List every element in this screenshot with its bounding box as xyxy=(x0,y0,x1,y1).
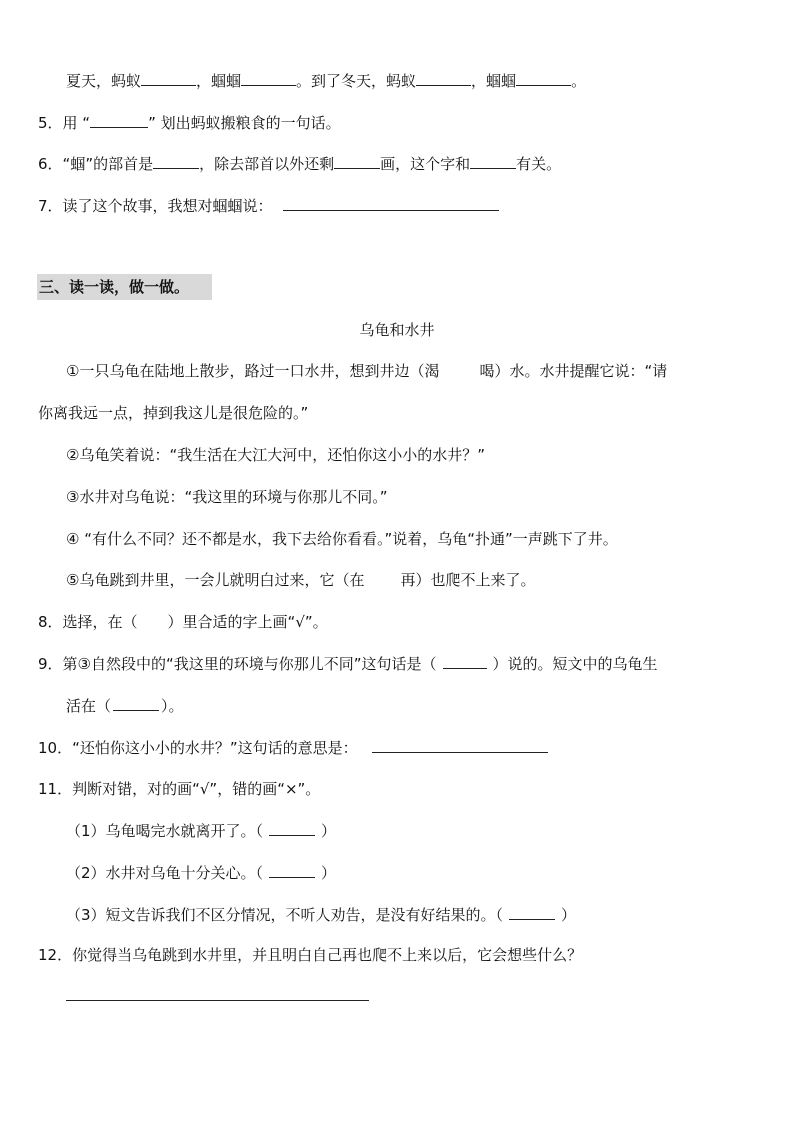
q11-item-1-blank[interactable] xyxy=(269,820,315,836)
question-5 xyxy=(38,112,341,133)
question-12: 12．你觉得当乌龟跳到水井里，并且明白自己再也爬不上来以后，它会想些什么？ xyxy=(38,946,583,964)
q10-text: 10．“还怕你这小小的水井？”这句话的意思是： xyxy=(38,739,358,757)
q7-text: 7．读了这个故事，我想对蝈蝈说： xyxy=(38,197,273,215)
q6-text-2: ，除去部首以外还剩 xyxy=(199,155,335,173)
q9-text-1: 9．第③自然段中的“我这里的环境与你那儿不同”这句话是（ xyxy=(38,655,437,673)
q6-blank-3[interactable] xyxy=(470,153,516,169)
q11-item-3-close: ） xyxy=(561,906,577,924)
question-8: 8．选择，在（ ）里合适的字上画“√”。 xyxy=(38,613,328,631)
para1-text-a: ①一只乌龟在陆地上散步，路过一口水井，想到井边（渴 xyxy=(66,362,440,380)
q4-blank-4[interactable] xyxy=(516,70,571,86)
q9-text-2: ）说的。短文中的乌龟生 xyxy=(492,655,658,673)
q4-blank-2[interactable] xyxy=(241,70,296,86)
q9-text-3: 活在（ xyxy=(66,697,112,715)
q12-answer-line[interactable] xyxy=(66,1000,369,1001)
story-para-1 xyxy=(66,361,667,381)
q11-item-2 xyxy=(66,862,336,883)
q4-text-4: ，蝈蝈 xyxy=(471,72,517,90)
q11-item-1-label: （1）乌龟喝完水就离开了。（ xyxy=(66,822,264,840)
question-9 xyxy=(38,653,658,674)
q11-item-1 xyxy=(66,820,336,841)
q5-text-2: ” 划出蚂蚁搬粮食的一句话。 xyxy=(148,114,341,132)
story-para-1-cont: 你离我远一点，掉到我这儿是很危险的。” xyxy=(38,404,309,422)
q4-text-1: 夏天，蚂蚁 xyxy=(66,72,142,90)
q4-answer-line xyxy=(66,70,586,91)
q11-item-2-label: （2）水井对乌龟十分关心。（ xyxy=(66,864,264,882)
story-para-3: ③水井对乌龟说：“我这里的环境与你那儿不同。” xyxy=(66,488,388,506)
q4-blank-1[interactable] xyxy=(141,70,196,86)
section-3-heading: 三、读一读，做一做。 xyxy=(37,274,212,300)
para5-text-a: ⑤乌龟跳到井里，一会儿就明白过来，它（在 xyxy=(66,571,365,589)
para1-text-b: 喝）水。水井提醒它说：“请 xyxy=(479,362,668,380)
q5-text-1: 5．用 “ xyxy=(38,114,91,132)
question-10 xyxy=(38,737,548,758)
q10-blank[interactable] xyxy=(372,737,548,753)
para5-text-b: 再）也爬不上来了。 xyxy=(400,571,536,589)
question-6 xyxy=(38,153,561,174)
q6-text-1: 6．“蝈”的部首是 xyxy=(38,155,154,173)
q4-text-3: 。到了冬天，蚂蚁 xyxy=(296,72,417,90)
q11-item-3 xyxy=(66,904,576,925)
q6-blank-2[interactable] xyxy=(334,153,380,169)
q9-text-4: ）。 xyxy=(161,697,184,715)
q9-blank-2[interactable] xyxy=(113,695,159,711)
q5-blank[interactable] xyxy=(90,112,148,128)
q6-text-3: 画，这个字和 xyxy=(380,155,471,173)
story-para-4: ④ “有什么不同？还不都是水，我下去给你看看。”说着，乌龟“扑通”一声跳下了井。 xyxy=(66,530,618,548)
q6-blank-1[interactable] xyxy=(153,153,199,169)
question-9-cont xyxy=(66,695,184,716)
story-para-2: ②乌龟笑着说：“我生活在大江大河中，还怕你这小小的水井？” xyxy=(66,446,485,464)
story-para-5 xyxy=(66,570,535,590)
q6-text-4: 有关。 xyxy=(516,155,562,173)
q4-text-2: ，蝈蝈 xyxy=(196,72,242,90)
q11-item-1-close: ） xyxy=(321,822,337,840)
q11-item-2-close: ） xyxy=(321,864,337,882)
question-7 xyxy=(38,195,499,216)
question-11: 11．判断对错，对的画“√”，错的画“×”。 xyxy=(38,780,321,798)
q4-text-5: 。 xyxy=(571,72,587,90)
q4-blank-3[interactable] xyxy=(416,70,471,86)
q9-blank-1[interactable] xyxy=(443,653,487,669)
q11-item-3-label: （3）短文告诉我们不区分情况，不听人劝告，是没有好结果的。（ xyxy=(66,906,504,924)
q11-item-3-blank[interactable] xyxy=(509,904,555,920)
q7-blank[interactable] xyxy=(283,195,499,211)
q11-item-2-blank[interactable] xyxy=(269,862,315,878)
story-title: 乌龟和水井 xyxy=(359,321,435,339)
